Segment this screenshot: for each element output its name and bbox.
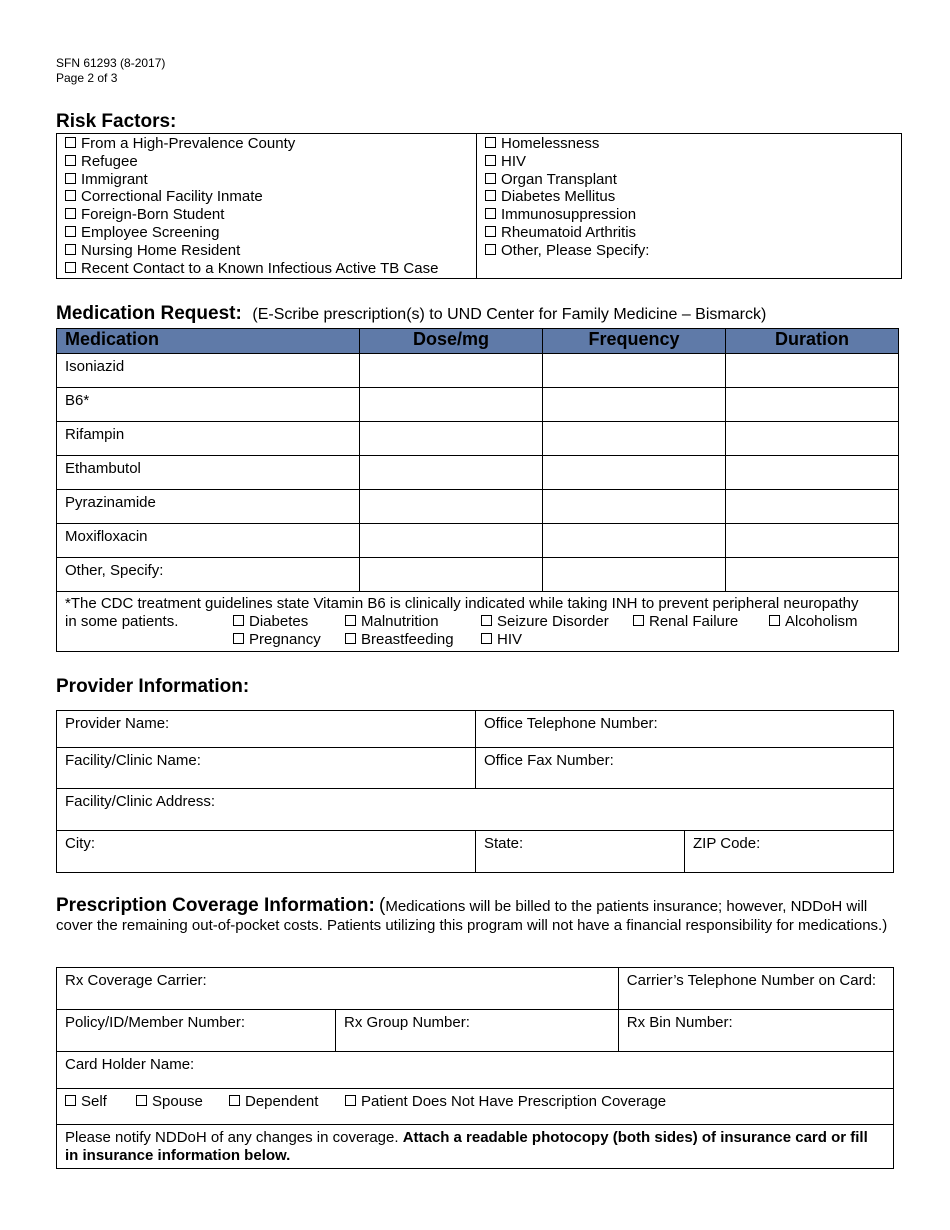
medication-name: Other, Specify: <box>57 558 360 592</box>
checkbox-icon[interactable] <box>769 615 780 626</box>
duration-field[interactable] <box>726 422 899 456</box>
card-holder-field[interactable]: Card Holder Name: <box>57 1052 894 1089</box>
col-dose: Dose/mg <box>360 329 543 354</box>
group-number-field[interactable]: Rx Group Number: <box>336 1010 619 1052</box>
checkbox-icon[interactable] <box>65 155 76 166</box>
checkbox-icon[interactable] <box>633 615 644 626</box>
risk-item[interactable]: Employee Screening <box>65 224 468 242</box>
table-row <box>57 456 899 490</box>
medication-footnote <box>57 592 899 652</box>
risk-left-column <box>57 134 477 279</box>
frequency-field[interactable] <box>543 524 726 558</box>
facility-name-field[interactable]: Facility/Clinic Name: <box>57 748 476 789</box>
rx-carrier-field[interactable]: Rx Coverage Carrier: <box>57 968 619 1010</box>
policy-number-field[interactable]: Policy/ID/Member Number: <box>57 1010 336 1052</box>
checkbox-icon[interactable] <box>136 1095 147 1106</box>
relation-option[interactable]: Spouse <box>136 1093 203 1110</box>
checkbox-icon[interactable] <box>65 1095 76 1106</box>
zip-field[interactable]: ZIP Code: <box>685 831 894 873</box>
medication-footnote-row <box>57 592 899 652</box>
provider-name-field[interactable]: Provider Name: <box>57 711 476 748</box>
risk-item[interactable]: Immunosuppression <box>485 206 893 224</box>
frequency-field[interactable] <box>543 354 726 388</box>
office-phone-field[interactable]: Office Telephone Number: <box>476 711 894 748</box>
risk-item[interactable]: Refugee <box>65 153 468 171</box>
duration-field[interactable] <box>726 354 899 388</box>
checkbox-icon[interactable] <box>233 633 244 644</box>
table-row <box>57 490 899 524</box>
medication-request-title: Medication Request: (E-Scribe prescription(s) to UND Center for Family Medicine – Bismarck) <box>56 303 767 324</box>
checkbox-icon[interactable] <box>481 633 492 644</box>
dose-field[interactable] <box>360 354 543 388</box>
checkbox-icon[interactable] <box>345 633 356 644</box>
bin-number-field[interactable]: Rx Bin Number: <box>618 1010 893 1052</box>
office-fax-field[interactable]: Office Fax Number: <box>476 748 894 789</box>
condition-item[interactable]: Renal Failure <box>633 613 738 631</box>
checkbox-icon[interactable] <box>233 615 244 626</box>
condition-item[interactable]: HIV <box>481 631 522 649</box>
checkbox-icon[interactable] <box>229 1095 240 1106</box>
table-row <box>57 558 899 592</box>
risk-item[interactable]: Immigrant <box>65 171 468 189</box>
coverage-table <box>56 967 894 1169</box>
risk-factors-table <box>56 133 902 279</box>
provider-info-title: Provider Information: <box>56 676 250 697</box>
condition-item[interactable]: Pregnancy <box>233 631 321 649</box>
medication-table <box>56 328 899 652</box>
risk-item[interactable]: HIV <box>485 153 893 171</box>
coverage-notice: Please notify NDDoH of any changes in coverage. Attach a readable photocopy (both sides) of insurance card or fill in insurance information below. <box>57 1125 894 1169</box>
checkbox-icon[interactable] <box>65 208 76 219</box>
risk-item[interactable]: Foreign-Born Student <box>65 206 468 224</box>
duration-field[interactable] <box>726 524 899 558</box>
coverage-note: Medications will be billed to the patients insurance; however, NDDoH will cover the remaining out-of-pocket costs. Patients utilizing this program will not have a financial responsibility for medications.) <box>56 898 888 934</box>
risk-item[interactable]: Recent Contact to a Known Infectious Active TB Case <box>65 260 468 278</box>
risk-item[interactable]: Other, Please Specify: <box>485 242 893 260</box>
table-row <box>57 524 899 558</box>
condition-item[interactable]: Diabetes <box>233 613 308 631</box>
frequency-field[interactable] <box>543 388 726 422</box>
duration-field[interactable] <box>726 388 899 422</box>
relation-option[interactable]: Dependent <box>229 1093 318 1110</box>
medication-name: B6* <box>57 388 360 422</box>
medication-name: Isoniazid <box>57 354 360 388</box>
carrier-phone-field[interactable]: Carrier’s Telephone Number on Card: <box>618 968 893 1010</box>
checkbox-icon[interactable] <box>65 226 76 237</box>
risk-factors-title: Risk Factors: <box>56 111 177 132</box>
relation-option[interactable]: Self <box>65 1093 107 1110</box>
frequency-field[interactable] <box>543 422 726 456</box>
checkbox-icon[interactable] <box>65 244 76 255</box>
col-frequency: Frequency <box>543 329 726 354</box>
footnote-text-2: in some patients. <box>65 613 179 630</box>
frequency-field[interactable] <box>543 558 726 592</box>
duration-field[interactable] <box>726 490 899 524</box>
table-row <box>57 354 899 388</box>
coverage-heading: Prescription Coverage Information: (Medications will be billed to the patients insurance; however, NDDoH will cover the remaining out-of-pocket costs. Patients utilizing this program will not have a financial responsibility for medications.) <box>56 895 888 934</box>
provider-table <box>56 710 894 873</box>
dose-field[interactable] <box>360 456 543 490</box>
facility-address-field[interactable]: Facility/Clinic Address: <box>57 789 894 831</box>
checkbox-icon[interactable] <box>65 173 76 184</box>
condition-item[interactable]: Seizure Disorder <box>481 613 609 631</box>
condition-item[interactable]: Malnutrition <box>345 613 439 631</box>
dose-field[interactable] <box>360 422 543 456</box>
checkbox-icon[interactable] <box>485 190 496 201</box>
dose-field[interactable] <box>360 490 543 524</box>
risk-item[interactable]: Correctional Facility Inmate <box>65 188 468 206</box>
medication-note: (E-Scribe prescription(s) to UND Center for Family Medicine – Bismarck) <box>252 306 767 323</box>
risk-item[interactable]: Homelessness <box>485 135 893 153</box>
page-number: Page 2 of 3 <box>56 71 118 85</box>
checkbox-icon[interactable] <box>485 226 496 237</box>
form-header <box>56 56 165 86</box>
frequency-field[interactable] <box>543 456 726 490</box>
checkbox-icon[interactable] <box>345 615 356 626</box>
checkbox-icon[interactable] <box>345 1095 356 1106</box>
medication-header-row <box>57 329 899 354</box>
table-row <box>57 388 899 422</box>
risk-item[interactable]: Diabetes Mellitus <box>485 188 893 206</box>
checkbox-icon[interactable] <box>65 262 76 273</box>
frequency-field[interactable] <box>543 490 726 524</box>
form-id: SFN 61293 (8-2017) <box>56 56 166 70</box>
risk-right-column <box>477 134 902 279</box>
medication-name: Ethambutol <box>57 456 360 490</box>
checkbox-icon[interactable] <box>65 137 76 148</box>
medication-name: Rifampin <box>57 422 360 456</box>
dose-field[interactable] <box>360 558 543 592</box>
relation-option[interactable]: Patient Does Not Have Prescription Coverage <box>345 1093 666 1110</box>
table-row <box>57 422 899 456</box>
dose-field[interactable] <box>360 524 543 558</box>
duration-field[interactable] <box>726 558 899 592</box>
risk-item[interactable]: Rheumatoid Arthritis <box>485 224 893 242</box>
coverage-title: Prescription Coverage Information: <box>56 895 375 916</box>
duration-field[interactable] <box>726 456 899 490</box>
risk-item[interactable]: Nursing Home Resident <box>65 242 468 260</box>
col-duration: Duration <box>726 329 899 354</box>
checkbox-icon[interactable] <box>485 137 496 148</box>
dose-field[interactable] <box>360 388 543 422</box>
state-field[interactable]: State: <box>476 831 685 873</box>
city-field[interactable]: City: <box>57 831 476 873</box>
checkbox-icon[interactable] <box>481 615 492 626</box>
col-medication: Medication <box>57 329 360 354</box>
risk-item[interactable]: From a High-Prevalence County <box>65 135 468 153</box>
condition-item[interactable]: Alcoholism <box>769 613 858 631</box>
relationship-row <box>57 1089 894 1125</box>
medication-name: Pyrazinamide <box>57 490 360 524</box>
footnote-text: *The CDC treatment guidelines state Vitamin B6 is clinically indicated while taking INH to prevent peripheral neuropathy <box>65 595 859 612</box>
risk-item[interactable]: Organ Transplant <box>485 171 893 189</box>
checkbox-icon[interactable] <box>485 244 496 255</box>
checkbox-icon[interactable] <box>485 173 496 184</box>
medication-name: Moxifloxacin <box>57 524 360 558</box>
checkbox-icon[interactable] <box>485 155 496 166</box>
condition-item[interactable]: Breastfeeding <box>345 631 454 649</box>
checkbox-icon[interactable] <box>65 190 76 201</box>
checkbox-icon[interactable] <box>485 208 496 219</box>
